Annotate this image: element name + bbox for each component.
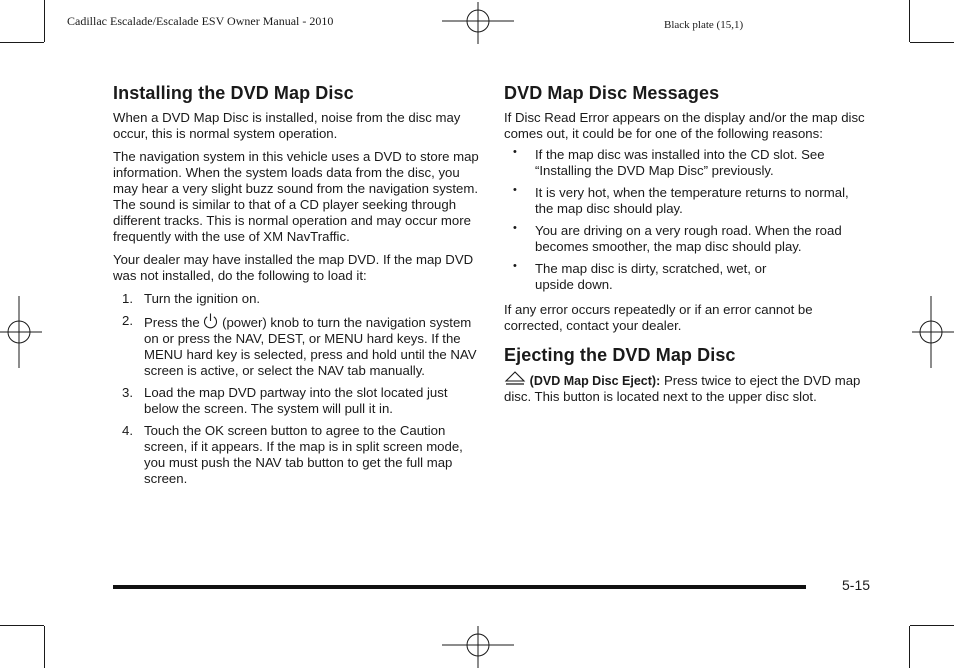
bullet-text: If the map disc was installed into the CD slot. See “Installing the DVD Map Disc” previously. bbox=[535, 147, 825, 178]
registration-mark-right bbox=[912, 296, 954, 368]
bullet: • bbox=[513, 260, 517, 272]
load-steps-list bbox=[113, 291, 479, 487]
crop-mark bbox=[0, 42, 44, 43]
step-number: 3. bbox=[122, 385, 133, 400]
paragraph: The navigation system in this vehicle uses a DVD to store map information. When the system loads data from the disc, you may hear a very slight buzz sound from the navigation system. The sound is similar to that of a CD player seeking through different tracks. This is normal operation and may occur more frequently with the use of XM NavTraffic. bbox=[113, 149, 479, 244]
crop-mark bbox=[910, 625, 954, 626]
registration-mark-left bbox=[0, 296, 42, 368]
crop-mark bbox=[910, 42, 954, 43]
registration-mark-top bbox=[442, 2, 514, 44]
paragraph: If any error occurs repeatedly or if an error cannot be corrected, contact your dealer. bbox=[504, 302, 813, 333]
eject-icon bbox=[504, 370, 526, 386]
power-icon bbox=[203, 313, 218, 330]
eject-label: (DVD Map Disc Eject): bbox=[529, 374, 661, 388]
list-item bbox=[113, 423, 479, 487]
crop-mark bbox=[909, 0, 910, 42]
section-heading-installing: Installing the DVD Map Disc bbox=[113, 83, 354, 103]
plate-label: Black plate (15,1) bbox=[664, 19, 744, 31]
paragraph: Your dealer may have installed the map DVD. If the map DVD was not installed, do the following to load it: bbox=[113, 252, 474, 283]
crop-mark bbox=[0, 625, 44, 626]
right-column bbox=[504, 82, 870, 405]
step-text: Touch the OK screen button to agree to the Caution screen, if it appears. If the map is in split screen mode, you must push the NAV tab button to get the full map screen. bbox=[144, 423, 463, 486]
manual-title: Cadillac Escalade/Escalade ESV Owner Manual - 2010 bbox=[67, 14, 334, 28]
step-number: 1. bbox=[122, 291, 133, 306]
step-text: (power) knob to turn the navigation system on or press the NAV, DEST, or MENU hard keys. If the MENU hard key is selected, press and hold until the NAV screen is active, or select the NAV tab manually. bbox=[144, 315, 477, 378]
bullet-text: You are driving on a very rough road. When the road becomes smoother, the map disc should play. bbox=[535, 223, 842, 254]
step-text-prefix: Press the bbox=[144, 315, 200, 330]
crop-mark bbox=[909, 626, 910, 668]
bullet-text: It is very hot, when the temperature returns to normal, the map disc should play. bbox=[535, 185, 849, 216]
step-text: Load the map DVD partway into the slot located just below the screen. The system will pull it in. bbox=[144, 385, 448, 416]
list-item bbox=[504, 185, 870, 217]
list-item bbox=[113, 385, 479, 417]
list-item bbox=[504, 261, 870, 293]
crop-mark bbox=[44, 0, 45, 42]
bullet: • bbox=[513, 222, 517, 234]
step-number: 2. bbox=[122, 313, 133, 328]
footer-rule bbox=[113, 585, 806, 589]
eject-paragraph bbox=[504, 370, 870, 405]
list-item bbox=[504, 147, 870, 179]
paragraph: When a DVD Map Disc is installed, noise from the disc may occur, this is normal system operation. bbox=[113, 110, 461, 141]
bullet-text: The map disc is dirty, scratched, wet, or upside down. bbox=[535, 261, 767, 292]
section-heading-ejecting: Ejecting the DVD Map Disc bbox=[504, 345, 736, 365]
list-item bbox=[504, 223, 870, 255]
reasons-list bbox=[504, 147, 870, 293]
bullet: • bbox=[513, 184, 517, 196]
step-number: 4. bbox=[122, 423, 133, 438]
list-item bbox=[113, 291, 479, 307]
bullet: • bbox=[513, 146, 517, 158]
eject-text: Press twice to eject the DVD map disc. This button is located next to the upper disc slot. bbox=[504, 373, 861, 404]
crop-mark bbox=[44, 626, 45, 668]
registration-mark-bottom bbox=[442, 626, 514, 668]
step-text: Turn the ignition on. bbox=[144, 291, 261, 306]
section-heading-messages: DVD Map Disc Messages bbox=[504, 83, 720, 103]
list-item bbox=[113, 313, 479, 379]
left-column bbox=[113, 82, 479, 493]
page-number: 5-15 bbox=[842, 577, 871, 593]
paragraph: If Disc Read Error appears on the display and/or the map disc comes out, it could be for one of the following reasons: bbox=[504, 110, 865, 141]
